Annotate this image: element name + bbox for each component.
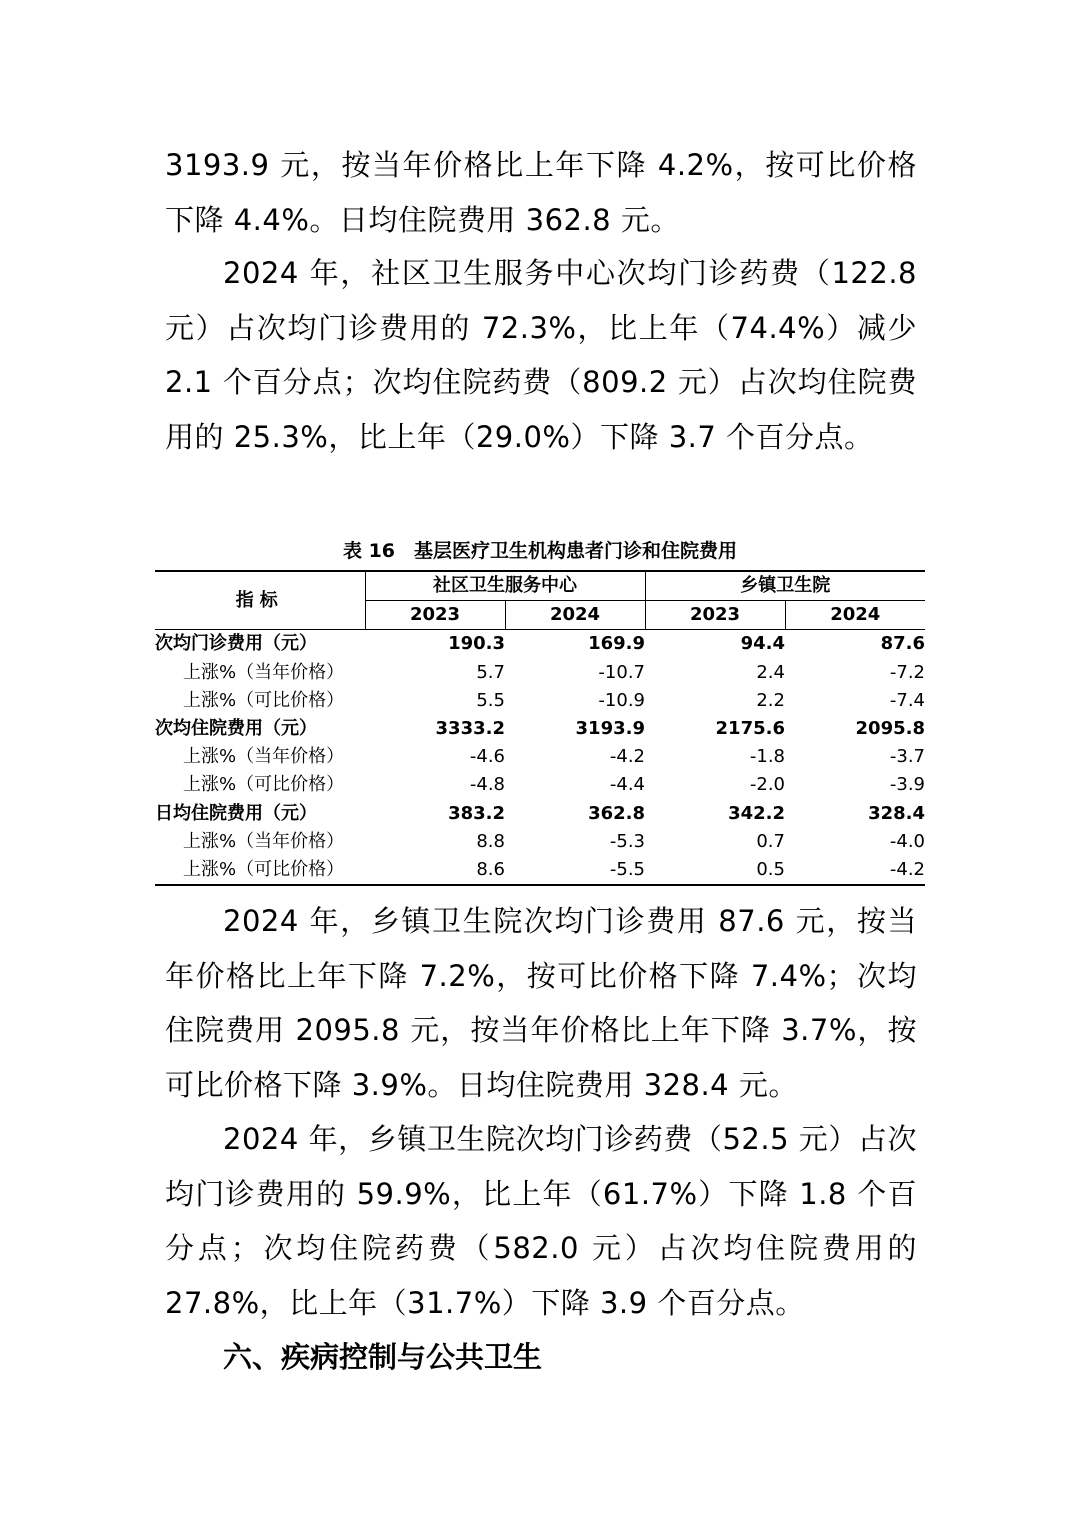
section-heading: 六、疾病控制与公共卫生	[223, 1340, 543, 1374]
table-cell: 87.6	[880, 633, 925, 655]
table-cell: 8.6	[365, 856, 505, 885]
table-cell: -10.7	[598, 661, 645, 683]
group-header-township: 乡镇卫生院	[645, 571, 925, 601]
table-row	[155, 856, 925, 885]
table-cell: -3.7	[889, 746, 925, 768]
row-label: 上涨%（当年价格）	[183, 746, 345, 768]
table-cell: 2095.8	[855, 718, 925, 740]
table-cell: -4.0	[889, 830, 925, 852]
table-row	[155, 800, 925, 828]
table-row	[155, 828, 925, 856]
table-cell: -4.2	[609, 746, 645, 768]
table-cell: 328.4	[868, 802, 925, 824]
row-label: 上涨%（当年价格）	[183, 661, 345, 683]
table-row	[155, 743, 925, 771]
year-header: 2024	[785, 601, 925, 630]
year-header: 2023	[365, 601, 505, 630]
row-label: 上涨%（可比价格）	[183, 689, 345, 711]
table-cell: 5.5	[476, 689, 505, 711]
indicator-header: 指标	[155, 571, 365, 630]
table-cell: -3.9	[889, 774, 925, 796]
table-row	[155, 659, 925, 687]
table-cell: 383.2	[448, 802, 505, 824]
table-cell: 8.8	[476, 830, 505, 852]
table-cell: 0.5	[645, 856, 785, 885]
table-cell: 362.8	[588, 802, 645, 824]
table-cell: 342.2	[728, 802, 785, 824]
group-header-community: 社区卫生服务中心	[365, 571, 645, 601]
table-header-group-row	[155, 571, 925, 601]
paragraph-continued: 3193.9 元，按当年价格比上年下降 4.2%，按可比价格下降 4.4%。日均住院费用 362.8 元。	[165, 148, 917, 237]
table-cell: -4.4	[609, 774, 645, 796]
table-row	[155, 771, 925, 799]
table-cell: -2.0	[749, 774, 785, 796]
row-label: 上涨%（可比价格）	[183, 774, 345, 796]
table-cell: -1.8	[749, 746, 785, 768]
paragraph-community-drug-cost: 2024 年，社区卫生服务中心次均门诊药费（122.8 元）占次均门诊费用的 72.3%，比上年（74.4%）减少 2.1 个百分点；次均住院药费（809.2 元）占次均住院费用的 25.3%，比上年（29.0%）下降 3.7 个百分点。	[165, 256, 917, 454]
table-cell: 0.7	[756, 830, 785, 852]
table-cell: -7.2	[889, 661, 925, 683]
year-header: 2024	[505, 601, 645, 630]
row-label: 日均住院费用（元）	[155, 802, 317, 824]
table-cell: 2.2	[756, 689, 785, 711]
row-label: 上涨%（可比价格）	[155, 856, 365, 885]
row-label: 次均住院费用（元）	[155, 718, 317, 740]
table-cell: -5.3	[609, 830, 645, 852]
table-cell: -4.8	[469, 774, 505, 796]
expense-table	[155, 570, 925, 886]
row-label: 上涨%（当年价格）	[183, 830, 345, 852]
table-cell: -5.5	[505, 856, 645, 885]
table-cell: 3193.9	[575, 718, 645, 740]
table-cell: 190.3	[448, 633, 505, 655]
table-cell: 94.4	[740, 633, 785, 655]
table-cell: 2175.6	[715, 718, 785, 740]
table-row	[155, 687, 925, 715]
table-row	[155, 715, 925, 743]
table-cell: 169.9	[588, 633, 645, 655]
table-title: 表 16 基层医疗卫生机构患者门诊和住院费用	[342, 540, 738, 562]
table-cell: 2.4	[756, 661, 785, 683]
row-label: 次均门诊费用（元）	[155, 633, 317, 655]
table-cell: -4.6	[469, 746, 505, 768]
table-cell: 5.7	[476, 661, 505, 683]
table-cell: 3333.2	[435, 718, 505, 740]
table-cell: -4.2	[785, 856, 925, 885]
paragraph-township-costs: 2024 年，乡镇卫生院次均门诊费用 87.6 元，按当年价格比上年下降 7.2%，按可比价格下降 7.4%；次均住院费用 2095.8 元，按当年价格比上年下降 3.7%，按可比价格下降 3.9%。日均住院费用 328.4 元。	[165, 904, 917, 1102]
table-cell: -10.9	[598, 689, 645, 711]
year-header: 2023	[645, 601, 785, 630]
table-row	[155, 630, 925, 659]
table-cell: -7.4	[889, 689, 925, 711]
paragraph-township-drug-cost: 2024 年，乡镇卫生院次均门诊药费（52.5 元）占次均门诊费用的 59.9%，比上年（61.7%）下降 1.8 个百分点；次均住院药费（582.0 元）占次均住院费用的 27.8%，比上年（31.7%）下降 3.9 个百分点。	[165, 1122, 917, 1320]
